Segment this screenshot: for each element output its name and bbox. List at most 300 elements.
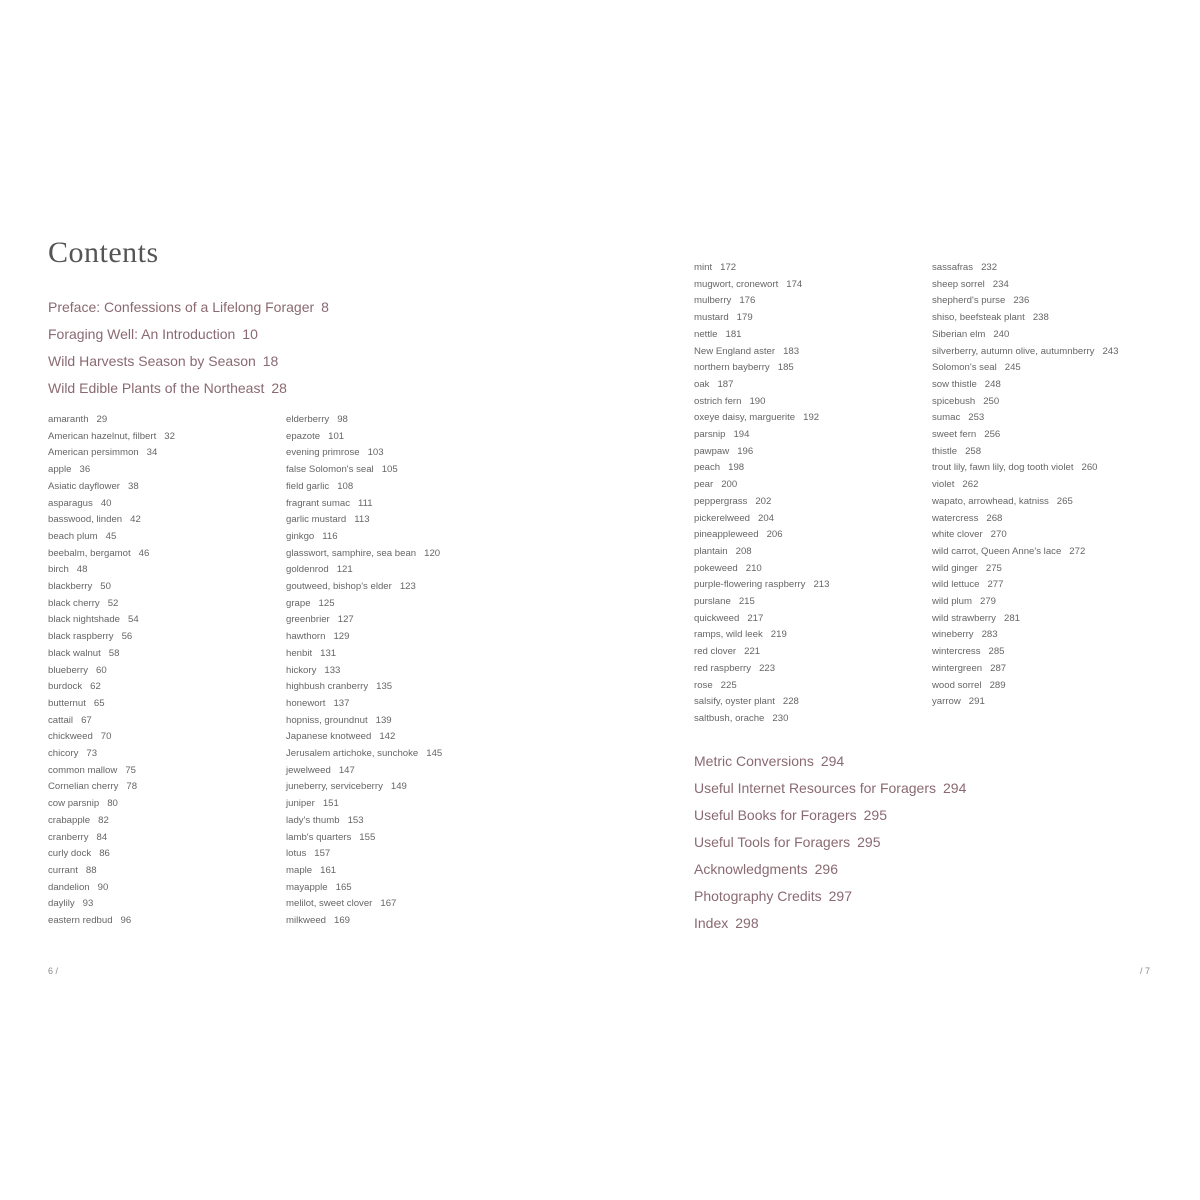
- toc-plant-entry: [286, 562, 442, 579]
- page-number: 157: [314, 848, 331, 860]
- toc-plant-entry: [932, 661, 1118, 678]
- plant-name: parsnip: [694, 429, 726, 441]
- page-number: 275: [985, 562, 1002, 574]
- toc-plant-entry: [48, 863, 175, 880]
- page-number: 52: [107, 597, 119, 609]
- page-number: 187: [717, 378, 734, 390]
- plant-name: wintercress: [932, 646, 981, 658]
- plant-index-column-1: [48, 412, 175, 930]
- page-number: 96: [120, 915, 132, 927]
- toc-plant-entry: [286, 846, 442, 863]
- page-number: 90: [97, 881, 109, 893]
- page-number: 256: [984, 429, 1001, 441]
- plant-name: oxeye daisy, marguerite: [694, 412, 796, 424]
- page-number: 38: [127, 480, 139, 492]
- toc-plant-entry: [48, 679, 175, 696]
- plant-name: mustard: [694, 312, 729, 324]
- page-number: 28: [271, 380, 287, 396]
- page-number: 73: [86, 748, 98, 760]
- page-number: 98: [337, 414, 348, 425]
- toc-plant-entry: [48, 696, 175, 713]
- page-number: 287: [990, 662, 1007, 674]
- page-number: 105: [381, 464, 398, 476]
- plant-name: plantain: [694, 545, 728, 557]
- page-number: 283: [981, 629, 998, 641]
- plant-name: black raspberry: [48, 631, 114, 643]
- page-number: 277: [987, 579, 1004, 591]
- toc-plant-entry: [694, 661, 829, 678]
- page-number: 129: [333, 631, 350, 643]
- toc-plant-entry: [286, 629, 442, 646]
- page-number: 133: [324, 664, 341, 676]
- plant-name: wintergreen: [932, 662, 983, 674]
- toc-plant-entry: [932, 594, 1118, 611]
- plant-name: black nightshade: [48, 614, 121, 626]
- page-number: 70: [100, 731, 112, 743]
- plant-name: lotus: [286, 848, 307, 860]
- plant-name: wood sorrel: [932, 679, 982, 691]
- toc-plant-entry: [48, 830, 175, 847]
- toc-plant-entry: [48, 813, 175, 830]
- page-number: 289: [989, 679, 1006, 691]
- main-sections: [48, 294, 329, 402]
- plant-name: spicebush: [932, 395, 976, 407]
- section-title: Useful Internet Resources for Foragers: [694, 780, 936, 796]
- plant-name: daylily: [48, 898, 75, 910]
- toc-plant-entry: [286, 663, 442, 680]
- page-number: 298: [735, 915, 759, 931]
- page-number: 217: [747, 612, 764, 624]
- toc-plant-entry: [694, 394, 829, 411]
- plant-name: grape: [286, 597, 311, 609]
- toc-plant-entry: [694, 427, 829, 444]
- plant-name: pokeweed: [694, 562, 738, 574]
- toc-plant-entry: [286, 546, 442, 563]
- plant-name: beach plum: [48, 530, 98, 542]
- plant-name: watercress: [932, 512, 979, 524]
- toc-plant-entry: [286, 512, 442, 529]
- page-number: 108: [337, 480, 354, 492]
- page-number: 169: [334, 915, 351, 927]
- toc-plant-entry: [48, 729, 175, 746]
- page-number: 88: [85, 864, 97, 876]
- toc-plant-entry: [48, 579, 175, 596]
- toc-plant-entry: [48, 496, 175, 513]
- plant-name: wineberry: [932, 629, 974, 641]
- page-number: 185: [777, 362, 794, 374]
- toc-plant-entry: [286, 596, 442, 613]
- toc-plant-entry: [286, 579, 442, 596]
- toc-plant-entry: [932, 527, 1118, 544]
- plant-index-column-2: [286, 412, 442, 930]
- page-number: 238: [1032, 312, 1049, 324]
- page-number: 183: [783, 345, 800, 357]
- page-number: 142: [379, 731, 396, 743]
- toc-plant-entry: [694, 327, 829, 344]
- plant-name: epazote: [286, 430, 321, 442]
- plant-name: trout lily, fawn lily, dog tooth violet: [932, 462, 1074, 474]
- toc-plant-entry: [286, 496, 442, 513]
- toc-plant-entry: [694, 460, 829, 477]
- plant-name: pawpaw: [694, 445, 730, 457]
- page-title: Contents: [48, 236, 159, 269]
- page-number: 139: [375, 714, 392, 726]
- plant-name: asparagus: [48, 497, 93, 509]
- toc-plant-entry: [48, 562, 175, 579]
- plant-name: curly dock: [48, 848, 92, 860]
- plant-name: blueberry: [48, 664, 88, 676]
- page-number: 215: [738, 596, 755, 608]
- toc-plant-entry: [286, 813, 442, 830]
- page-number: 145: [426, 748, 443, 760]
- toc-plant-entry: [48, 596, 175, 613]
- plant-name: white clover: [932, 529, 983, 541]
- plant-name: oak: [694, 378, 710, 390]
- toc-plant-entry: [48, 913, 175, 930]
- page-number: 196: [737, 445, 754, 457]
- toc-plant-entry: [286, 429, 442, 446]
- page-number: 258: [965, 445, 982, 457]
- toc-section-entry: [694, 802, 966, 829]
- page-number: 86: [99, 848, 110, 860]
- plant-name: apple: [48, 464, 72, 476]
- page-number: 116: [322, 530, 338, 542]
- toc-plant-entry: [694, 594, 829, 611]
- page-number: 230: [772, 712, 789, 724]
- page-number: 272: [1069, 545, 1086, 557]
- plant-name: nettle: [694, 328, 718, 340]
- plant-name: cranberry: [48, 831, 89, 843]
- page-number: 32: [164, 430, 175, 442]
- plant-name: ostrich fern: [694, 395, 742, 407]
- page-number: 36: [79, 464, 91, 476]
- page-number: 179: [736, 312, 753, 324]
- toc-plant-entry: [932, 577, 1118, 594]
- plant-name: goutweed, bishop's elder: [286, 581, 392, 593]
- page-number: 67: [81, 714, 92, 726]
- toc-plant-entry: [48, 713, 175, 730]
- page-number: 219: [770, 629, 787, 641]
- page-number: 165: [335, 881, 352, 893]
- toc-plant-entry: [694, 477, 829, 494]
- page-number: 62: [90, 681, 101, 693]
- toc-plant-entry: [286, 763, 442, 780]
- plant-name: peach: [694, 462, 721, 474]
- page-number: 174: [786, 278, 803, 290]
- toc-section-entry: [694, 883, 966, 910]
- page-number: 234: [992, 278, 1009, 290]
- toc-plant-entry: [932, 460, 1118, 477]
- page-number: 281: [1003, 612, 1020, 624]
- toc-plant-entry: [48, 763, 175, 780]
- toc-plant-entry: [48, 646, 175, 663]
- page-number: 153: [347, 814, 364, 826]
- plant-name: black cherry: [48, 597, 100, 609]
- page-number: 147: [338, 764, 355, 776]
- toc-plant-entry: [694, 410, 829, 427]
- page-number: 208: [735, 545, 752, 557]
- page-number: 285: [988, 646, 1005, 658]
- plant-name: wild lettuce: [932, 579, 980, 591]
- toc-plant-entry: [48, 412, 175, 429]
- toc-plant-entry: [48, 429, 175, 446]
- plant-name: juneberry, serviceberry: [286, 781, 383, 793]
- plant-name: currant: [48, 864, 78, 876]
- plant-name: highbush cranberry: [286, 681, 369, 693]
- toc-plant-entry: [286, 729, 442, 746]
- plant-name: red clover: [694, 646, 737, 658]
- page-number: 34: [146, 447, 158, 459]
- plant-name: melilot, sweet clover: [286, 898, 373, 910]
- page-number: 121: [336, 564, 353, 576]
- plant-name: jewelweed: [286, 764, 331, 776]
- toc-plant-entry: [286, 445, 442, 462]
- toc-plant-entry: [286, 913, 442, 930]
- plant-name: American hazelnut, filbert: [48, 430, 157, 442]
- toc-plant-entry: [694, 678, 829, 695]
- toc-plant-entry: [694, 444, 829, 461]
- toc-plant-entry: [286, 830, 442, 847]
- plant-name: wapato, arrowhead, katniss: [932, 495, 1049, 507]
- plant-name: saltbush, orache: [694, 712, 765, 724]
- page-number: 58: [108, 647, 120, 659]
- section-title: Wild Harvests Season by Season: [48, 353, 256, 369]
- toc-plant-entry: [932, 627, 1118, 644]
- page-number: 120: [424, 547, 441, 559]
- page-number: 65: [93, 697, 105, 709]
- page-number: 236: [1013, 295, 1030, 307]
- section-title: Wild Edible Plants of the Northeast: [48, 380, 265, 396]
- plant-name: mulberry: [694, 295, 732, 307]
- page-number: 243: [1102, 345, 1119, 357]
- plant-name: ginkgo: [286, 530, 315, 542]
- plant-name: American persimmon: [48, 447, 139, 459]
- toc-section-entry: [48, 294, 329, 321]
- page-number: 176: [739, 295, 756, 307]
- toc-plant-entry: [694, 360, 829, 377]
- toc-plant-entry: [48, 779, 175, 796]
- page-number: 172: [720, 262, 737, 273]
- section-title: Metric Conversions: [694, 753, 814, 769]
- back-matter-sections: [694, 748, 966, 937]
- plant-name: shepherd's purse: [932, 295, 1006, 307]
- toc-plant-entry: [694, 627, 829, 644]
- toc-plant-entry: [286, 863, 442, 880]
- page-number: 103: [367, 447, 384, 459]
- page-number: 48: [76, 564, 88, 576]
- page-number: 46: [138, 547, 150, 559]
- plant-name: pear: [694, 479, 714, 491]
- page-number: 56: [121, 631, 133, 643]
- plant-name: wild carrot, Queen Anne's lace: [932, 545, 1062, 557]
- plant-name: Japanese knotweed: [286, 731, 372, 743]
- page-number: 84: [96, 831, 108, 843]
- page-number: 213: [813, 579, 830, 591]
- toc-plant-entry: [286, 679, 442, 696]
- toc-section-entry: [694, 856, 966, 883]
- toc-plant-entry: [286, 713, 442, 730]
- page-number: 181: [725, 328, 742, 340]
- toc-plant-entry: [932, 327, 1118, 344]
- toc-plant-entry: [694, 544, 829, 561]
- toc-plant-entry: [48, 512, 175, 529]
- toc-section-entry: [48, 348, 329, 375]
- plant-name: Asiatic dayflower: [48, 480, 120, 492]
- plant-name: peppergrass: [694, 495, 748, 507]
- toc-plant-entry: [932, 544, 1118, 561]
- toc-plant-entry: [932, 494, 1118, 511]
- toc-section-entry: [694, 775, 966, 802]
- section-title: Preface: Confessions of a Lifelong Forager: [48, 299, 315, 315]
- page-number: 75: [125, 764, 136, 776]
- page-number: 60: [96, 664, 107, 676]
- plant-name: salsify, oyster plant: [694, 696, 775, 708]
- toc-plant-entry: [694, 611, 829, 628]
- toc-plant-entry: [932, 277, 1118, 294]
- plant-name: ramps, wild leek: [694, 629, 763, 641]
- plant-name: mint: [694, 262, 713, 273]
- page-number: 232: [981, 262, 998, 273]
- toc-plant-entry: [694, 293, 829, 310]
- plant-name: hawthorn: [286, 631, 326, 643]
- section-title: Photography Credits: [694, 888, 822, 904]
- page-number: 228: [782, 696, 799, 708]
- plant-name: birch: [48, 564, 69, 576]
- toc-plant-entry: [286, 880, 442, 897]
- page-number: 161: [320, 864, 337, 876]
- page-number: 262: [962, 479, 979, 491]
- plant-name: glasswort, samphire, sea bean: [286, 547, 417, 559]
- page-number: 137: [333, 697, 350, 709]
- toc-plant-entry: [286, 696, 442, 713]
- toc-plant-entry: [48, 896, 175, 913]
- toc-plant-entry: [694, 377, 829, 394]
- toc-plant-entry: [694, 527, 829, 544]
- page-number: 80: [107, 798, 118, 810]
- plant-name: honewort: [286, 697, 326, 709]
- page-number: 248: [984, 378, 1001, 390]
- page-number: 206: [766, 529, 783, 541]
- page-number: 131: [320, 647, 337, 659]
- plant-index-column-4: [932, 260, 1118, 711]
- plant-name: blackberry: [48, 581, 93, 593]
- page-number: 29: [96, 414, 108, 425]
- plant-name: lamb's quarters: [286, 831, 352, 843]
- toc-plant-entry: [694, 344, 829, 361]
- page-number: 265: [1056, 495, 1073, 507]
- page-number: 202: [755, 495, 772, 507]
- plant-name: Siberian elm: [932, 328, 986, 340]
- page-number: 223: [759, 662, 776, 674]
- toc-plant-entry: [286, 746, 442, 763]
- plant-name: common mallow: [48, 764, 118, 776]
- plant-name: quickweed: [694, 612, 740, 624]
- page-number: 291: [968, 696, 985, 708]
- plant-name: henbit: [286, 647, 313, 659]
- page-number: 198: [728, 462, 745, 474]
- plant-name: Jerusalem artichoke, sunchoke: [286, 748, 419, 760]
- page-number: 8: [321, 299, 329, 315]
- page-number: 204: [758, 512, 775, 524]
- toc-plant-entry: [932, 511, 1118, 528]
- toc-plant-entry: [48, 462, 175, 479]
- page-number: 45: [105, 530, 117, 542]
- plant-name: elderberry: [286, 414, 330, 425]
- page-number: 297: [828, 888, 852, 904]
- page-number: 260: [1081, 462, 1098, 474]
- toc-plant-entry: [48, 529, 175, 546]
- page-number: 93: [82, 898, 94, 910]
- page-number: 225: [720, 679, 737, 691]
- plant-name: dandelion: [48, 881, 90, 893]
- plant-name: purple-flowering raspberry: [694, 579, 806, 591]
- toc-plant-entry: [932, 377, 1118, 394]
- plant-name: hickory: [286, 664, 317, 676]
- page-number: 295: [863, 807, 887, 823]
- page-number: 54: [128, 614, 139, 626]
- page-number: 111: [358, 497, 373, 509]
- toc-plant-entry: [694, 694, 829, 711]
- plant-name: evening primrose: [286, 447, 360, 459]
- toc-plant-entry: [286, 779, 442, 796]
- page-number: 18: [262, 353, 279, 369]
- toc-plant-entry: [286, 796, 442, 813]
- page-number: 270: [990, 529, 1007, 541]
- toc-plant-entry: [932, 427, 1118, 444]
- plant-name: shiso, beefsteak plant: [932, 312, 1025, 324]
- plant-name: milkweed: [286, 915, 326, 927]
- page-number: 127: [337, 614, 354, 626]
- plant-name: violet: [932, 479, 955, 491]
- plant-name: wild ginger: [932, 562, 978, 574]
- page-number-left: 6 /: [48, 966, 59, 976]
- toc-plant-entry: [286, 462, 442, 479]
- page-number: 40: [100, 497, 112, 509]
- page-number: 268: [986, 512, 1003, 524]
- toc-plant-entry: [694, 511, 829, 528]
- toc-plant-entry: [932, 394, 1118, 411]
- toc-plant-entry: [48, 846, 175, 863]
- toc-section-entry: [48, 321, 329, 348]
- toc-plant-entry: [932, 410, 1118, 427]
- page-number: 42: [130, 514, 141, 526]
- page-number: 294: [943, 780, 967, 796]
- page-number: 194: [733, 429, 750, 441]
- toc-plant-entry: [932, 694, 1118, 711]
- page-number: 221: [744, 646, 761, 658]
- toc-plant-entry: [694, 711, 829, 728]
- toc-plant-entry: [932, 644, 1118, 661]
- plant-name: goldenrod: [286, 564, 329, 576]
- plant-name: beebalm, bergamot: [48, 547, 131, 559]
- toc-plant-entry: [694, 310, 829, 327]
- toc-plant-entry: [932, 360, 1118, 377]
- page-number: 50: [100, 581, 111, 593]
- page-number: 253: [968, 412, 985, 424]
- plant-name: basswood, linden: [48, 514, 123, 526]
- toc-plant-entry: [932, 260, 1118, 277]
- plant-index-column-3: [694, 260, 829, 728]
- page-number: 167: [380, 898, 397, 910]
- toc-plant-entry: [48, 479, 175, 496]
- toc-section-entry: [694, 748, 966, 775]
- toc-section-entry: [694, 829, 966, 856]
- plant-name: purslane: [694, 596, 731, 608]
- toc-plant-entry: [48, 629, 175, 646]
- plant-name: pickerelweed: [694, 512, 750, 524]
- toc-plant-entry: [694, 644, 829, 661]
- plant-name: cattail: [48, 714, 74, 726]
